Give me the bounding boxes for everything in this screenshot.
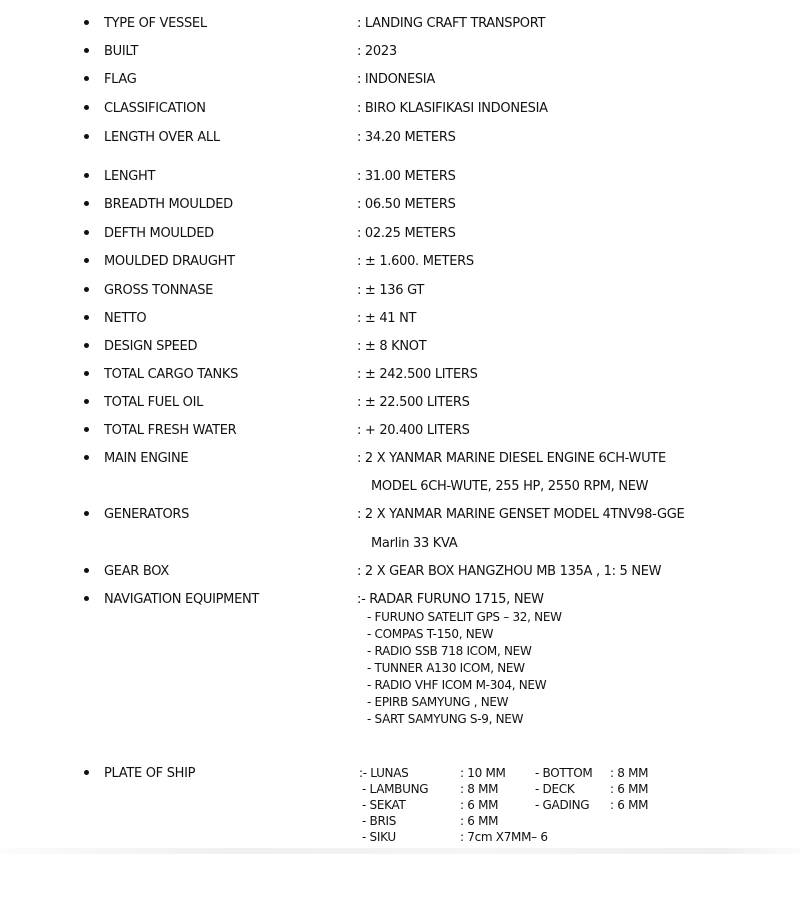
bullet-icon bbox=[84, 287, 89, 292]
spec-label: MOULDED DRAUGHT bbox=[104, 254, 235, 269]
spec-value: : ± 41 NT bbox=[357, 311, 417, 326]
bullet-icon bbox=[84, 105, 89, 110]
bullet-icon bbox=[84, 427, 89, 432]
spec-value: : 02.25 METERS bbox=[357, 226, 456, 241]
spec-label: GROSS TONNASE bbox=[104, 283, 214, 298]
spec-value: : 06.50 METERS bbox=[357, 197, 456, 212]
spec-label: LENGTH OVER ALL bbox=[104, 130, 220, 145]
bullet-icon bbox=[84, 173, 89, 178]
bullet-icon bbox=[84, 371, 89, 376]
spec-label: DEFTH MOULDED bbox=[104, 226, 214, 241]
bullet-icon bbox=[84, 399, 89, 404]
spec-label: TYPE OF VESSEL bbox=[104, 16, 207, 31]
spec-label: MAIN ENGINE bbox=[104, 451, 189, 466]
spec-label: TOTAL CARGO TANKS bbox=[104, 367, 239, 382]
bullet-icon bbox=[84, 201, 89, 206]
spec-label: TOTAL FRESH WATER bbox=[104, 423, 237, 438]
spec-value: : BIRO KLASIFIKASI INDONESIA bbox=[357, 101, 548, 116]
bullet-icon bbox=[84, 343, 89, 348]
plate-name: - LAMBUNG bbox=[362, 782, 429, 796]
spec-value: : 34.20 METERS bbox=[357, 130, 456, 145]
spec-value: : ± 8 KNOT bbox=[357, 339, 427, 354]
bullet-icon bbox=[84, 315, 89, 320]
spec-value: : ± 1.600. METERS bbox=[357, 254, 474, 269]
navigation-item: - COMPAS T-150, NEW bbox=[367, 627, 494, 641]
plate-name: - SEKAT bbox=[362, 798, 406, 812]
spec-label: LENGHT bbox=[104, 169, 156, 184]
bullet-icon bbox=[84, 258, 89, 263]
plate-value: : 10 MM bbox=[460, 766, 506, 780]
scan-artifact bbox=[0, 848, 800, 854]
spec-label: BREADTH MOULDED bbox=[104, 197, 233, 212]
plate-value: : 8 MM bbox=[610, 766, 649, 780]
spec-value: : INDONESIA bbox=[357, 72, 435, 87]
plate-value: : 7cm X7MM– 6 bbox=[460, 830, 548, 844]
spec-value: : LANDING CRAFT TRANSPORT bbox=[357, 16, 546, 31]
bullet-icon bbox=[84, 511, 89, 516]
plate-name: - SIKU bbox=[362, 830, 396, 844]
bullet-icon bbox=[84, 770, 89, 775]
spec-label: DESIGN SPEED bbox=[104, 339, 198, 354]
bullet-icon bbox=[84, 568, 89, 573]
spec-label: PLATE OF SHIP bbox=[104, 766, 196, 781]
plate-name: - BOTTOM bbox=[535, 766, 593, 780]
plate-value: : 8 MM bbox=[460, 782, 499, 796]
bullet-icon bbox=[84, 134, 89, 139]
plate-value: : 6 MM bbox=[460, 798, 499, 812]
spec-value: : 2023 bbox=[357, 44, 397, 59]
spec-label: CLASSIFICATION bbox=[104, 101, 206, 116]
spec-value: : 31.00 METERS bbox=[357, 169, 456, 184]
spec-value: : ± 242.500 LITERS bbox=[357, 367, 478, 382]
bullet-icon bbox=[84, 48, 89, 53]
spec-value: : + 20.400 LITERS bbox=[357, 423, 470, 438]
plate-name: - BRIS bbox=[362, 814, 397, 828]
plate-name: - DECK bbox=[535, 782, 575, 796]
spec-label: TOTAL FUEL OIL bbox=[104, 395, 204, 410]
navigation-item: - SART SAMYUNG S-9, NEW bbox=[367, 712, 524, 726]
spec-value: : 2 X YANMAR MARINE DIESEL ENGINE 6CH-WUTE bbox=[357, 451, 666, 466]
spec-value: : ± 22.500 LITERS bbox=[357, 395, 470, 410]
spec-label: BUILT bbox=[104, 44, 139, 59]
spec-label: NETTO bbox=[104, 311, 147, 326]
spec-value: : 2 X GEAR BOX HANGZHOU MB 135A , 1: 5 NEW bbox=[357, 564, 662, 579]
plate-value: : 6 MM bbox=[460, 814, 499, 828]
plate-name: :- LUNAS bbox=[359, 766, 409, 780]
spec-label: GENERATORS bbox=[104, 507, 190, 522]
spec-label: FLAG bbox=[104, 72, 137, 87]
bullet-icon bbox=[84, 76, 89, 81]
spec-value: : ± 136 GT bbox=[357, 283, 425, 298]
bullet-icon bbox=[84, 20, 89, 25]
spec-value-continued: Marlin 33 KVA bbox=[371, 536, 458, 551]
bullet-icon bbox=[84, 596, 89, 601]
navigation-item: - RADIO SSB 718 ICOM, NEW bbox=[367, 644, 532, 658]
plate-name: - GADING bbox=[535, 798, 590, 812]
navigation-item: - EPIRB SAMYUNG , NEW bbox=[367, 695, 509, 709]
spec-label: GEAR BOX bbox=[104, 564, 169, 579]
spec-value: :- RADAR FURUNO 1715, NEW bbox=[357, 592, 544, 607]
bullet-icon bbox=[84, 230, 89, 235]
navigation-item: - TUNNER A130 ICOM, NEW bbox=[367, 661, 525, 675]
bullet-icon bbox=[84, 455, 89, 460]
plate-value: : 6 MM bbox=[610, 798, 649, 812]
spec-label: NAVIGATION EQUIPMENT bbox=[104, 592, 260, 607]
navigation-item: - FURUNO SATELIT GPS – 32, NEW bbox=[367, 610, 562, 624]
spec-value: : 2 X YANMAR MARINE GENSET MODEL 4TNV98-GGE bbox=[357, 507, 685, 522]
spec-value-continued: MODEL 6CH-WUTE, 255 HP, 2550 RPM, NEW bbox=[371, 479, 649, 494]
navigation-item: - RADIO VHF ICOM M-304, NEW bbox=[367, 678, 547, 692]
plate-value: : 6 MM bbox=[610, 782, 649, 796]
